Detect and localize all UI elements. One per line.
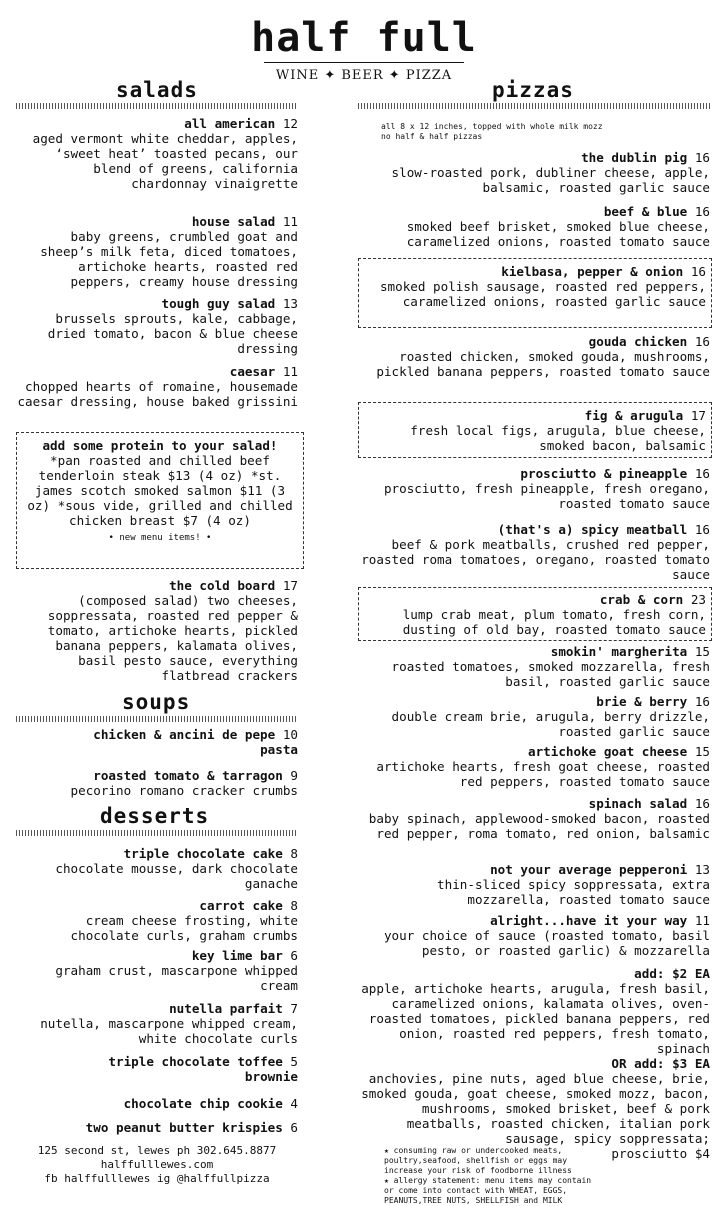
new-items-note: • new menu items! • xyxy=(108,533,212,543)
item-price: 10 xyxy=(282,727,298,742)
menu-item xyxy=(358,150,710,195)
item-price: 17 xyxy=(690,408,706,423)
menu-item xyxy=(358,913,710,958)
item-name: alright...have it your way xyxy=(490,913,688,928)
item-name: artichoke goat cheese xyxy=(528,744,688,759)
item-name: nutella parfait xyxy=(169,1001,283,1016)
item-name: chicken & ancini de pepe xyxy=(93,727,276,742)
item-name: key lime bar xyxy=(191,948,283,963)
menu-item xyxy=(358,264,706,309)
item-name: beef & blue xyxy=(603,204,688,219)
item-desc: artichoke hearts, fresh goat cheese, roasted red peppers, roasted tomato sauce xyxy=(376,759,710,789)
item-name: kielbasa, pepper & onion xyxy=(501,264,684,279)
add-ons-list: anchovies, pine nuts, aged blue cheese, brie, smoked gouda, goat cheese, smoked mozz, bacon, mushrooms, smoked brisket, beef & pork meatballs, roasted chicken, italian pork sausage, spicy soppressata; xyxy=(361,1071,710,1146)
add-ons-list: apple, artichoke hearts, arugula, fresh basil, caramelized onions, kalamata olives, oven-roasted tomatoes, pickled banana peppers, red onion, roasted red peppers, fresh tomato, spinach xyxy=(361,981,710,1056)
item-name: two peanut butter krispies xyxy=(85,1120,283,1135)
item-name: triple chocolate toffee xyxy=(108,1054,283,1069)
item-desc: chopped hearts of romaine, housemade caesar dressing, house baked grissini xyxy=(17,379,298,409)
menu-item xyxy=(16,948,298,993)
menu-item xyxy=(358,466,710,511)
item-price: 12 xyxy=(282,116,298,131)
menu-item xyxy=(358,644,710,689)
item-desc: chocolate mousse, dark chocolate ganache xyxy=(55,861,298,891)
menu-item xyxy=(16,1054,298,1084)
item-desc: slow-roasted pork, dubliner cheese, apple, balsamic, roasted garlic sauce xyxy=(391,165,710,195)
item-price: 11 xyxy=(282,364,298,379)
prosciutto-price: prosciutto $4 xyxy=(611,1146,710,1161)
desserts-divider xyxy=(16,830,298,836)
menu-item xyxy=(16,727,298,757)
item-name: smokin' margherita xyxy=(550,644,688,659)
item-desc: (composed salad) two cheeses, soppressata, roasted red pepper & tomato, artichoke hearts, pickled banana peppers, kalamata olives, basil pesto sauce, everything flatbread crackers xyxy=(47,593,298,683)
disclaimers xyxy=(384,1146,594,1206)
item-price: 15 xyxy=(694,644,710,659)
item-price: 11 xyxy=(694,913,710,928)
salads-divider xyxy=(16,103,298,109)
add-ons-label: OR add: $3 EA xyxy=(611,1056,710,1071)
item-name: all american xyxy=(184,116,276,131)
protein-promo xyxy=(24,438,296,546)
item-name: spinach salad xyxy=(588,796,688,811)
tagline-text: WINE ✦ BEER ✦ PIZZA xyxy=(275,68,453,83)
tagline-divider xyxy=(264,62,464,63)
prosciutto-addon xyxy=(594,1146,710,1161)
menu-item xyxy=(16,296,298,356)
item-desc: double cream brie, arugula, berry drizzle, roasted garlic sauce xyxy=(391,709,710,739)
brand-tagline xyxy=(0,68,728,83)
item-price: 23 xyxy=(690,592,706,607)
item-price: 16 xyxy=(694,150,710,165)
item-name: chocolate chip cookie xyxy=(123,1096,283,1111)
item-price: 4 xyxy=(290,1096,298,1111)
soups-title: soups xyxy=(122,690,191,714)
item-desc: pasta xyxy=(260,742,298,757)
protein-heading: add some protein to your salad! xyxy=(42,438,278,453)
raw-food-disclaimer: ★ consuming raw or undercooked meats, poultry,seafood, shellfish or eggs may increase your risk of foodborne illness xyxy=(384,1146,572,1175)
item-name: the dublin pig xyxy=(581,150,688,165)
item-name: gouda chicken xyxy=(588,334,688,349)
website: halffulllewes.com xyxy=(100,1158,214,1171)
allergy-disclaimer: ★ allergy statement: menu items may contain or come into contact with WHEAT, EGGS, PEANUTS,TREE NUTS, SHELLFISH and MILK xyxy=(384,1176,592,1205)
item-desc: graham crust, mascarpone whipped cream xyxy=(55,963,298,993)
item-name: house salad xyxy=(191,214,276,229)
pizzas-divider xyxy=(358,103,710,109)
desserts-title: desserts xyxy=(100,804,210,828)
item-desc: lump crab meat, plum tomato, fresh corn, dusting of old bay, roasted tomato sauce xyxy=(402,607,706,637)
item-price: 17 xyxy=(282,578,298,593)
item-name: caesar xyxy=(229,364,276,379)
item-price: 15 xyxy=(694,744,710,759)
item-name: prosciutto & pineapple xyxy=(520,466,688,481)
item-desc: baby spinach, applewood-smoked bacon, roasted red pepper, roma tomato, red onion, balsamic xyxy=(368,811,710,841)
item-price: 13 xyxy=(282,296,298,311)
item-desc: nutella, mascarpone whipped cream, white chocolate curls xyxy=(40,1016,298,1046)
item-desc: prosciutto, fresh pineapple, fresh oregano, roasted tomato sauce xyxy=(383,481,710,511)
address-block xyxy=(16,1144,298,1186)
item-price: 16 xyxy=(694,796,710,811)
item-name: not your average pepperoni xyxy=(490,862,688,877)
item-desc: aged vermont white cheddar, apples, ‘sweet heat’ toasted pecans, our blend of greens, california chardonnay vinaigrette xyxy=(32,131,298,191)
item-name: (that's a) spicy meatball xyxy=(497,522,688,537)
item-price: 16 xyxy=(694,694,710,709)
item-name: carrot cake xyxy=(199,898,283,913)
item-desc: fresh local figs, arugula, blue cheese, smoked bacon, balsamic xyxy=(410,423,706,453)
menu-item xyxy=(358,796,710,841)
menu-item xyxy=(16,578,298,683)
menu-item xyxy=(16,1001,298,1046)
menu-item xyxy=(16,116,298,191)
item-price: 5 xyxy=(290,1054,298,1069)
item-price: 6 xyxy=(290,1120,298,1135)
item-desc: beef & pork meatballs, crushed red pepper, roasted roma tomatoes, oregano, roasted tomato sauce xyxy=(361,537,710,582)
item-name: fig & arugula xyxy=(584,408,684,423)
item-price: 16 xyxy=(694,204,710,219)
protein-text: *pan roasted and chilled beef tenderloin steak $13 (4 oz) *st. james scotch smoked salmon $11 (3 oz) *sous vide, grilled and chilled chicken breast $7 (4 oz) xyxy=(27,453,293,528)
menu-item xyxy=(358,522,710,582)
item-name: triple chocolate cake xyxy=(123,846,283,861)
menu-item xyxy=(358,694,710,739)
add-ons-label: add: $2 EA xyxy=(634,966,710,981)
address-phone: 125 second st, lewes ph 302.645.8877 xyxy=(37,1144,277,1157)
item-desc: smoked polish sausage, roasted red peppers, caramelized onions, roasted garlic sauce xyxy=(379,279,706,309)
item-price: 8 xyxy=(290,898,298,913)
salads-title: salads xyxy=(116,78,198,102)
add-ons-2 xyxy=(358,966,710,1056)
menu-item xyxy=(358,204,710,249)
item-price: 16 xyxy=(694,334,710,349)
brand-logo: half full xyxy=(251,15,477,61)
item-desc: smoked beef brisket, smoked blue cheese, caramelized onions, roasted tomato sauce xyxy=(406,219,710,249)
item-desc: pecorino romano cracker crumbs xyxy=(70,783,298,798)
pizza-note-line1: all 8 x 12 inches, topped with whole milk mozz xyxy=(381,122,603,131)
menu-item xyxy=(358,334,710,379)
menu-item xyxy=(358,862,710,907)
menu-item xyxy=(16,1096,298,1111)
item-name: roasted tomato & tarragon xyxy=(93,768,283,783)
item-desc: baby greens, crumbled goat and sheep’s milk feta, diced tomatoes, artichoke hearts, roasted red peppers, creamy house dressing xyxy=(40,229,298,289)
item-desc: roasted chicken, smoked gouda, mushrooms, pickled banana peppers, roasted tomato sauce xyxy=(376,349,710,379)
menu-item xyxy=(16,768,298,798)
item-desc: roasted tomatoes, smoked mozzarella, fresh basil, roasted garlic sauce xyxy=(391,659,710,689)
item-price: 16 xyxy=(694,522,710,537)
item-name: crab & corn xyxy=(599,592,684,607)
menu-item xyxy=(16,846,298,891)
item-price: 16 xyxy=(694,466,710,481)
menu-item xyxy=(16,214,298,289)
menu-item xyxy=(358,408,706,453)
pizzas-title: pizzas xyxy=(492,78,574,102)
item-name: tough guy salad xyxy=(161,296,276,311)
add-ons-3 xyxy=(358,1056,710,1146)
item-price: 8 xyxy=(290,846,298,861)
item-price: 11 xyxy=(282,214,298,229)
menu-item xyxy=(16,898,298,943)
menu-item xyxy=(16,1120,298,1135)
item-price: 9 xyxy=(290,768,298,783)
pizza-note-line2: no half & half pizzas xyxy=(381,132,483,141)
item-price: 6 xyxy=(290,948,298,963)
item-desc: brownie xyxy=(244,1069,298,1084)
menu-item xyxy=(358,592,706,637)
item-desc: your choice of sauce (roasted tomato, basil pesto, or roasted garlic) & mozzarella xyxy=(383,928,710,958)
menu-item xyxy=(16,364,298,409)
item-name: the cold board xyxy=(169,578,276,593)
soups-divider xyxy=(16,716,298,722)
pizza-size-note xyxy=(381,122,603,142)
item-price: 7 xyxy=(290,1001,298,1016)
item-name: brie & berry xyxy=(596,694,688,709)
item-desc: brussels sprouts, kale, cabbage, dried tomato, bacon & blue cheese dressing xyxy=(47,311,298,356)
social-handles: fb halffulllewes ig @halffullpizza xyxy=(44,1172,270,1185)
item-price: 13 xyxy=(694,862,710,877)
item-desc: cream cheese frosting, white chocolate curls, graham crumbs xyxy=(70,913,298,943)
item-price: 16 xyxy=(690,264,706,279)
item-desc: thin-sliced spicy soppressata, extra mozzarella, roasted tomato sauce xyxy=(437,877,710,907)
menu-item xyxy=(358,744,710,789)
